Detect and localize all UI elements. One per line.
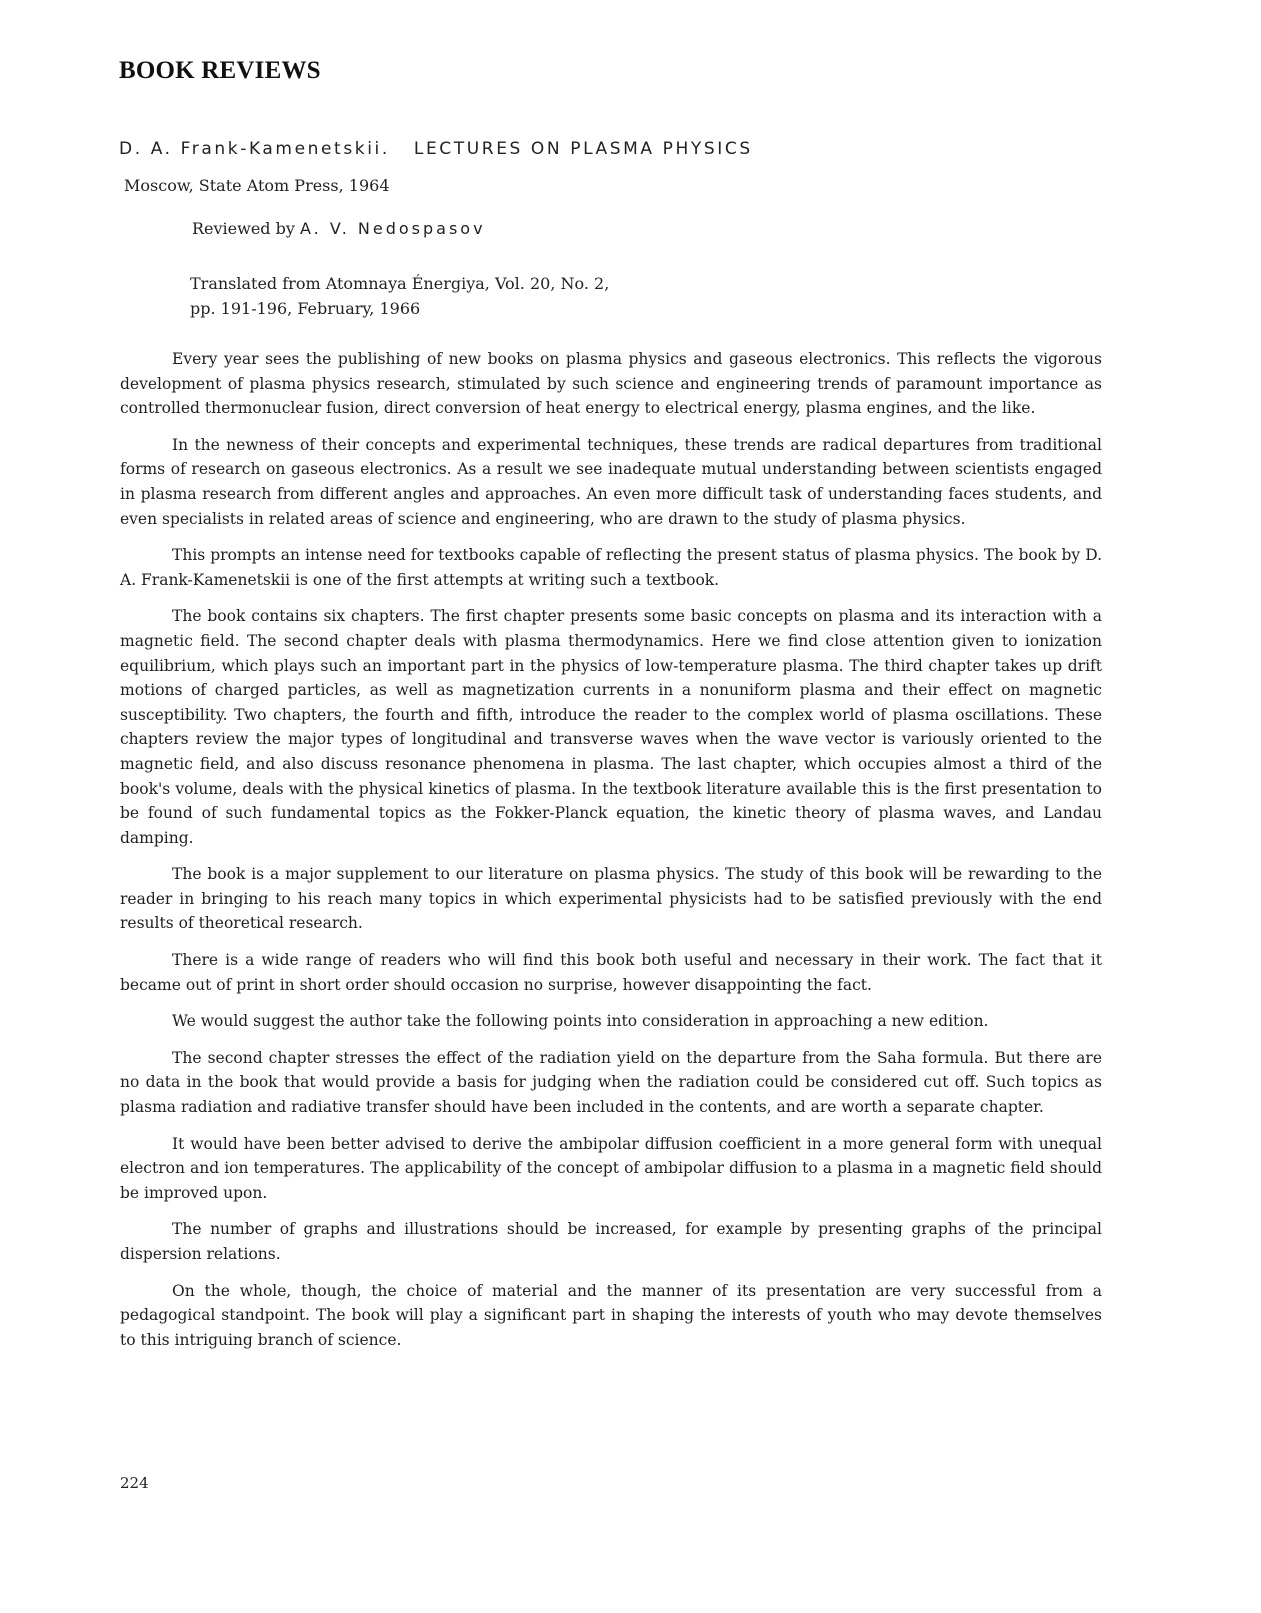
translation-note-line-1: Translated from Atomnaya Énergiya, Vol. 20, No. 2, <box>190 274 610 293</box>
translation-note <box>190 271 710 321</box>
paragraph: The second chapter stresses the effect of the radiation yield on the departure from the Saha formula. But there are no data in the book that would provide a basis for judging when the radiation could be considered cut off. Such topics as plasma radiation and radiative transfer should have been included in the contents, and are worth a separate chapter. <box>120 1048 1102 1117</box>
book-citation <box>119 139 753 159</box>
reviewer-line <box>192 219 486 238</box>
paragraph: On the whole, though, the choice of material and the manner of its presentation are very successful from a pedagogical standpoint. The book will play a significant part in shaping the interests of youth who may devote themselves to this intriguing branch of science. <box>120 1281 1102 1349</box>
paragraph: Every year sees the publishing of new books on plasma physics and gaseous electronics. This reflects the vigorous development of plasma physics research, stimulated by such science and engineering trends of paramount importance as controlled thermonuclear fusion, direct conversion of heat energy to electrical energy, plasma engines, and the like. <box>120 350 1102 418</box>
paragraph: The number of graphs and illustrations should be increased, for example by presenting graphs of the principal dispersion relations. <box>120 1220 1102 1263</box>
paragraph: We would suggest the author take the following points into consideration in approaching a new edition. <box>172 1012 989 1031</box>
paragraph: The book is a major supplement to our literature on plasma physics. The study of this book will be rewarding to the reader in bringing to his reach many topics in which experimental physicists had to be satisfied previously with the end results of theoretical research. <box>120 865 1102 933</box>
paragraph: This prompts an intense need for textbooks capable of reflecting the present status of plasma physics. The book by D. A. Frank-Kamenetskii is one of the first attempts at writing such a textbook. <box>120 546 1102 589</box>
reviewed-by-label: Reviewed by <box>192 219 295 238</box>
paragraph: There is a wide range of readers who will find this book both useful and necessary in their work. The fact that it became out of print in short order should occasion no surprise, however disappointing the fact. <box>120 951 1102 994</box>
book-author: D. A. Frank-Kamenetskii. <box>119 139 390 159</box>
section-title: BOOK REVIEWS <box>119 57 321 84</box>
translation-note-line-2: pp. 191-196, February, 1966 <box>190 299 421 318</box>
review-body <box>120 347 1102 1364</box>
publisher-line: Moscow, State Atom Press, 1964 <box>124 176 390 195</box>
reviewer-name: A. V. Nedospasov <box>300 219 486 238</box>
book-title: LECTURES ON PLASMA PHYSICS <box>413 139 753 159</box>
paragraph: It would have been better advised to derive the ambipolar diffusion coefficient in a more general form with unequal electron and ion temperatures. The applicability of the concept of ambipolar diffusion to a plasma in a magnetic field should be improved upon. <box>120 1134 1102 1202</box>
paragraph: The book contains six chapters. The first chapter presents some basic concepts on plasma and its interaction with a magnetic field. The second chapter deals with plasma thermodynamics. Here we find close attention given to ionization equilibrium, which plays such an important part in the physics of low-temperature plasma. The third chapter takes up drift motions of charged particles, as well as magnetization currents in a nonuniform plasma and their effect on magnetic susceptibility. Two chapters, the fourth and fifth, introduce the reader to the complex world of plasma oscillations. These chapters review the major types of longitudinal and transverse waves when the wave vector is variously oriented to the magnetic field, and also discuss resonance phenomena in plasma. The last chapter, which occupies almost a third of the book's volume, deals with the physical kinetics of plasma. In the textbook literature available this is the first presentation to be found of such fundamental topics as the Fokker-Planck equation, the kinetic theory of plasma waves, and Landau damping. <box>120 607 1102 847</box>
page-number: 224 <box>120 1474 149 1492</box>
paragraph: In the newness of their concepts and experimental techniques, these trends are radical departures from traditional forms of research on gaseous electronics. As a result we see inadequate mutual understanding between scientists engaged in plasma research from different angles and approaches. An even more difficult task of understanding faces students, and even specialists in related areas of science and engineering, who are drawn to the study of plasma physics. <box>120 435 1102 528</box>
